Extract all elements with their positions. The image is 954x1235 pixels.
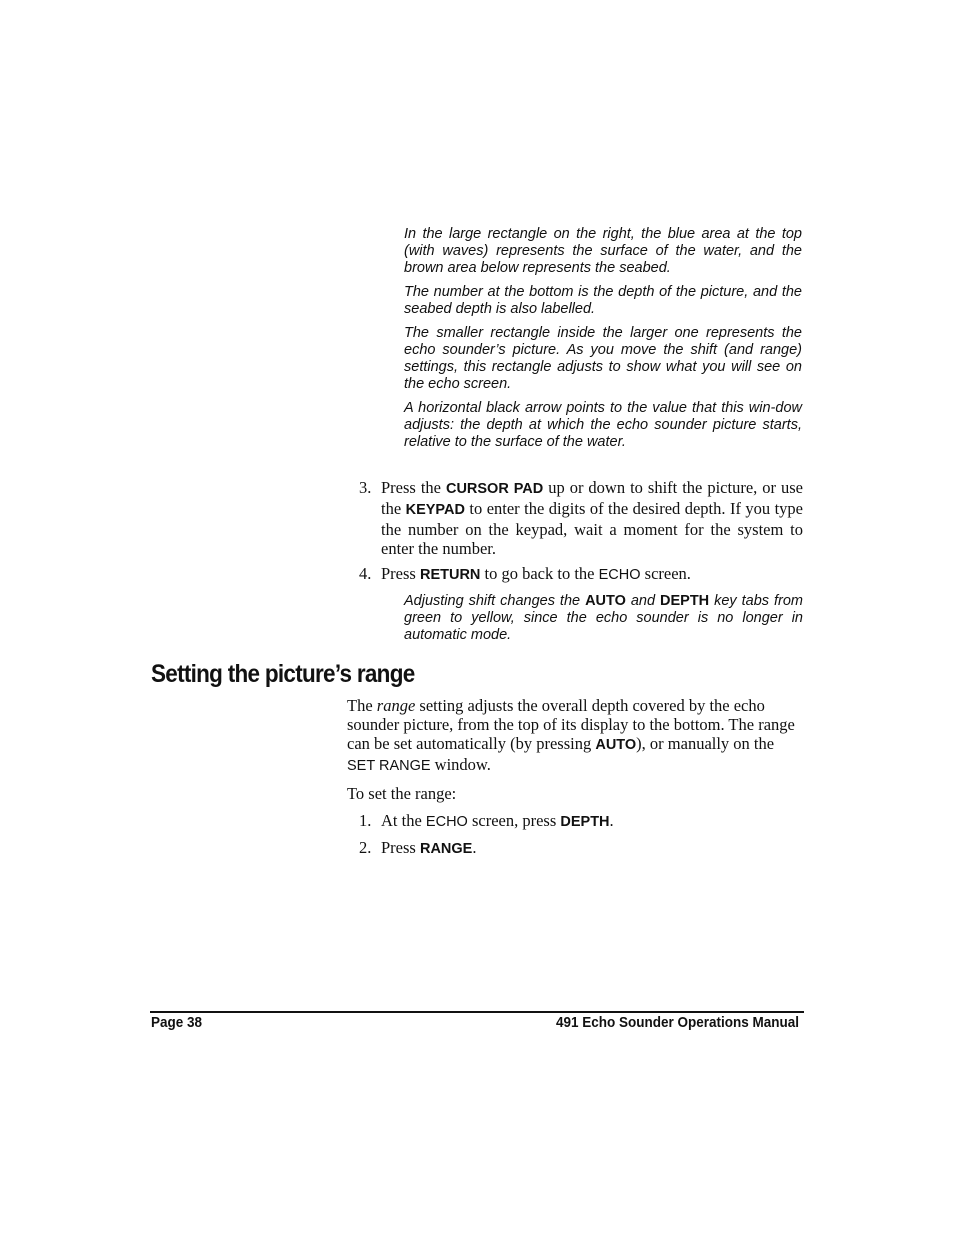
key-label-depth: DEPTH	[660, 593, 710, 609]
step-number: 3.	[359, 478, 372, 497]
step-text: .	[609, 811, 614, 830]
note-text: and	[625, 593, 660, 609]
step-text: up or down to shift the picture, or use the	[381, 478, 803, 518]
body-text: ), or manually on the	[636, 734, 775, 753]
shift-steps	[347, 478, 803, 644]
footer-rule	[150, 1011, 804, 1013]
manual-title: 491 Echo Sounder Operations Manual	[555, 1014, 799, 1031]
step-text: screen.	[640, 564, 691, 583]
note-paragraph: A horizontal black arrow points to the value that this win-dow adjusts: the depth at which the echo sounder picture starts, relative to the surface of the water.	[404, 400, 802, 450]
step-text: to enter the digits of the desired depth. If you type the number on the keypad, wait a moment for the system to enter the number.	[381, 499, 803, 558]
body-text: setting adjusts the overall depth covered by the echo sounder picture, from the top of its display to the bottom. The range can be set automatically (by pressing	[347, 696, 795, 753]
key-label-auto: AUTO	[585, 593, 626, 609]
step-2	[347, 838, 803, 859]
screen-name-echo: ECHO	[425, 814, 468, 830]
figure-notes	[404, 226, 802, 458]
note-paragraph: The number at the bottom is the depth of the picture, and the seabed depth is also labelled.	[404, 284, 802, 317]
emphasis-range: range	[376, 696, 416, 715]
step-text: .	[472, 838, 477, 857]
key-label-depth: DEPTH	[560, 814, 610, 830]
step-text: to go back to the	[480, 564, 599, 583]
shift-note	[404, 593, 803, 644]
step-number: 4.	[359, 564, 372, 583]
step-4	[347, 564, 803, 585]
step-number: 1.	[359, 811, 372, 830]
step-text: screen, press	[467, 811, 561, 830]
intro-paragraph	[347, 696, 803, 776]
range-section-body	[347, 696, 803, 865]
page-number: Page 38	[151, 1014, 203, 1031]
note-paragraph: The smaller rectangle inside the larger one represents the echo sounder’s picture. As you move the shift (and range) settings, this rectangle adjusts to show what you will see on the echo screen.	[404, 325, 802, 392]
body-text: window.	[430, 755, 491, 774]
note-text: key tabs from green to yellow, since the echo sounder is no longer in automatic mode.	[404, 593, 803, 643]
window-name-set-range: SET RANGE	[347, 758, 431, 774]
body-text: The	[347, 696, 377, 715]
step-1	[347, 811, 803, 832]
note-paragraph: In the large rectangle on the right, the blue area at the top (with waves) represents the surface of the water, and the brown area below represents the seabed.	[404, 226, 802, 276]
key-label-cursor-pad: CURSOR PAD	[445, 481, 544, 497]
key-label-range: RANGE	[419, 841, 473, 857]
step-text: Press the	[381, 478, 446, 497]
step-text: Press	[381, 838, 420, 857]
step-text: At the	[381, 811, 426, 830]
key-label-return: RETURN	[419, 567, 481, 583]
screen-name-echo: ECHO	[598, 567, 641, 583]
key-label-keypad: KEYPAD	[405, 502, 465, 518]
step-3	[347, 478, 803, 558]
lead-paragraph: To set the range:	[347, 784, 457, 803]
step-text: Press	[381, 564, 420, 583]
note-text: Adjusting shift changes the	[404, 593, 586, 609]
key-label-auto: AUTO	[595, 737, 637, 753]
section-heading: Setting the picture’s range	[151, 660, 415, 688]
step-number: 2.	[359, 838, 372, 857]
